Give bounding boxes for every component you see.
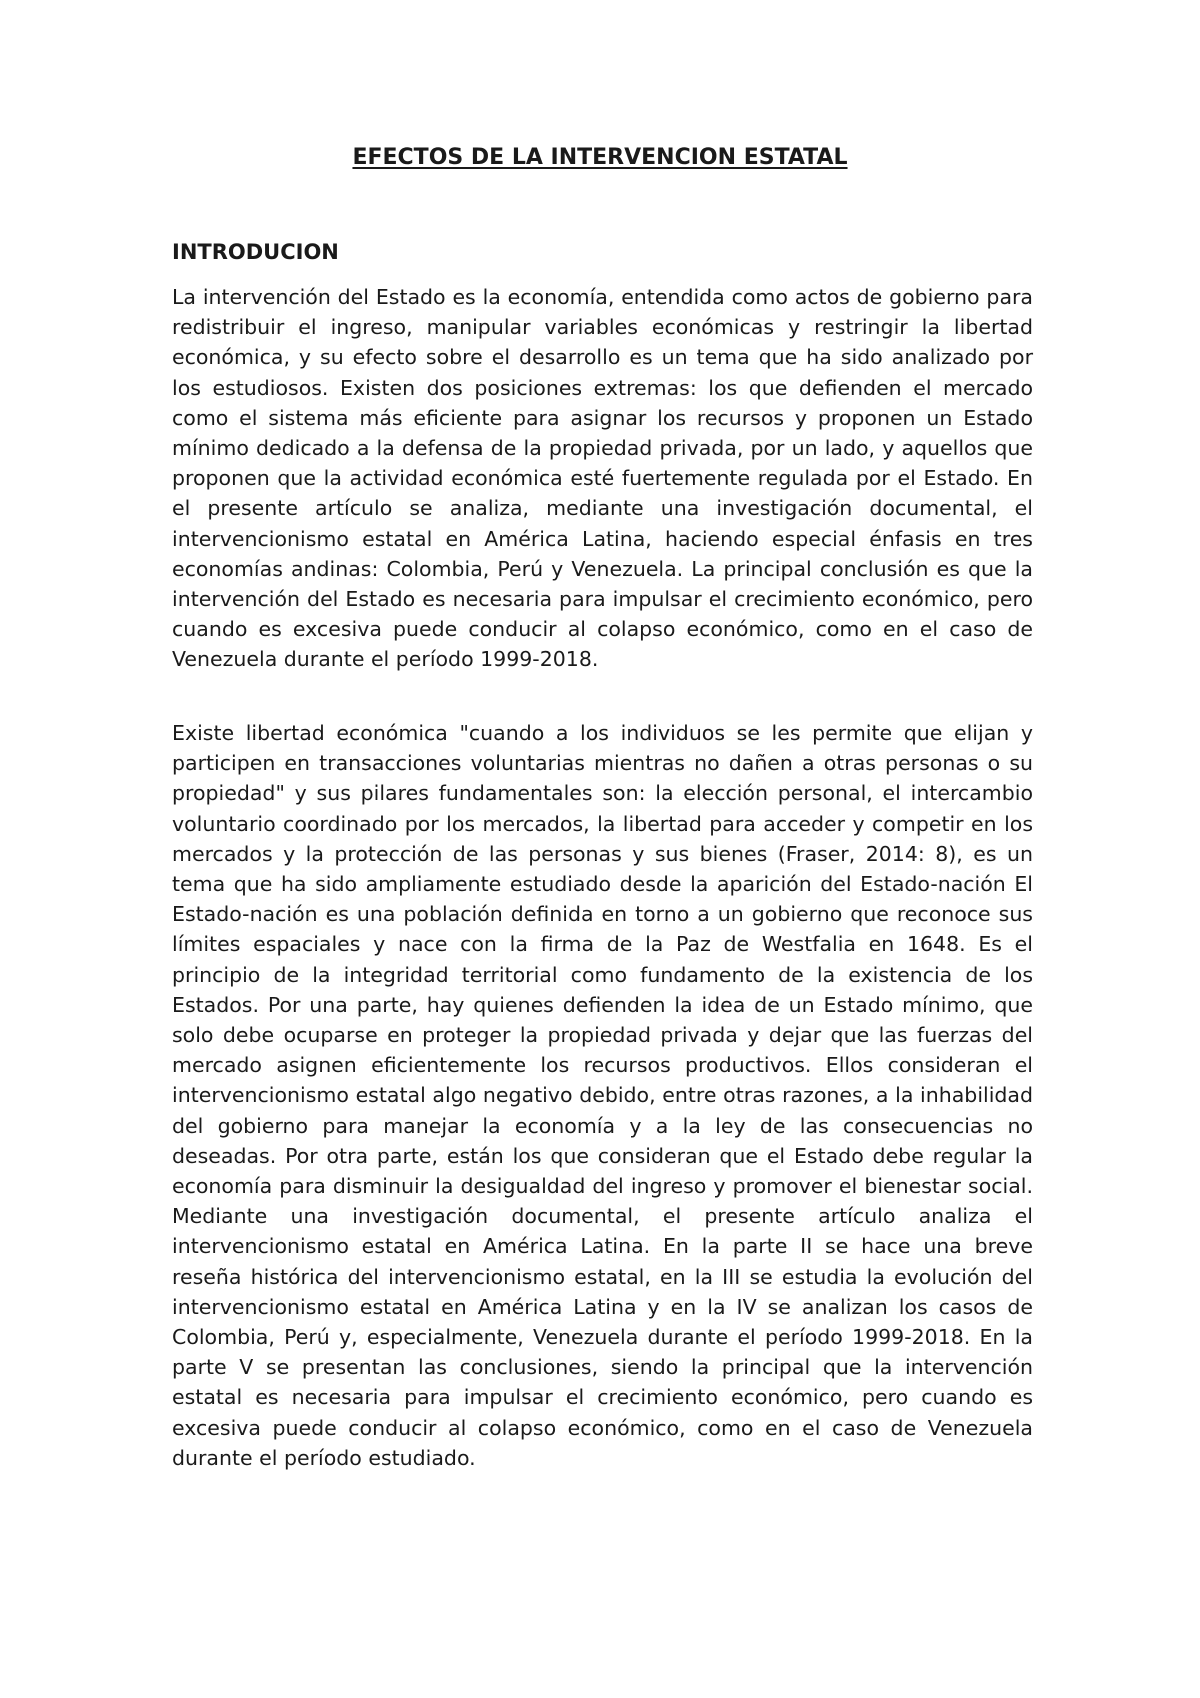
document-title: EFECTOS DE LA INTERVENCION ESTATAL <box>352 145 848 170</box>
paragraph-intro: La intervención del Estado es la economía, entendida como actos de gobierno para redistribuir el ingreso, manipular variables económicas y restringir la libertad económica, y su efecto sobre el desarrollo es un tema que ha sido analizado por los estudiosos. Existen dos posiciones extremas: los que defienden el mercado como el sistema más eficiente para asignar los recursos y proponen un Estado mínimo dedicado a la defensa de la propiedad privada, por un lado, y aquellos que proponen que la actividad económica esté fuertemente regulada por el Estado. En el presente artículo se analiza, mediante una investigación documental, el intervencionismo estatal en América Latina, haciendo especial énfasis en tres economías andinas: Colombia, Perú y Venezuela. La principal conclusión es que la intervención del Estado es necesaria para impulsar el crecimiento económico, pero cuando es excesiva puede conducir al colapso económico, como en el caso de Venezuela durante el período 1999-2018. <box>172 285 1033 672</box>
paragraph-economic-freedom: Existe libertad económica "cuando a los individuos se les permite que elijan y participen en transacciones voluntarias mientras no dañen a otras personas o su propiedad" y sus pilares fundamentales son: la elección personal, el intercambio voluntario coordinado por los mercados, la libertad para acceder y competir en los mercados y la protección de las personas y sus bienes (Fraser, 2014: 8), es un tema que ha sido ampliamente estudiado desde la aparición del Estado-nación El Estado-nación es una población definida en torno a un gobierno que reconoce sus límites espaciales y nace con la firma de la Paz de Westfalia en 1648. Es el principio de la integridad territorial como fundamento de la existencia de los Estados. Por una parte, hay quienes defienden la idea de un Estado mínimo, que solo debe ocuparse en proteger la propiedad privada y dejar que las fuerzas del mercado asignen eficientemente los recursos productivos. Ellos consideran el intervencionismo estatal algo negativo debido, entre otras razones, a la inhabilidad del gobierno para manejar la economía y a la ley de las consecuencias no deseadas. Por otra parte, están los que consideran que el Estado debe regular la economía para disminuir la desigualdad del ingreso y promover el bienestar social. Mediante una investigación documental, el presente artículo analiza el intervencionismo estatal en América Latina. En la parte II se hace una breve reseña histórica del intervencionismo estatal, en la III se estudia la evolución del intervencionismo estatal en América Latina y en la IV se analizan los casos de Colombia, Perú y, especialmente, Venezuela durante el período 1999-2018. En la parte V se presentan las conclusiones, siendo la principal que la intervención estatal es necesaria para impulsar el crecimiento económico, pero cuando es excesiva puede conducir al colapso económico, como en el caso de Venezuela durante el período estudiado. <box>172 721 1033 1470</box>
section-heading: INTRODUCION <box>172 240 339 264</box>
